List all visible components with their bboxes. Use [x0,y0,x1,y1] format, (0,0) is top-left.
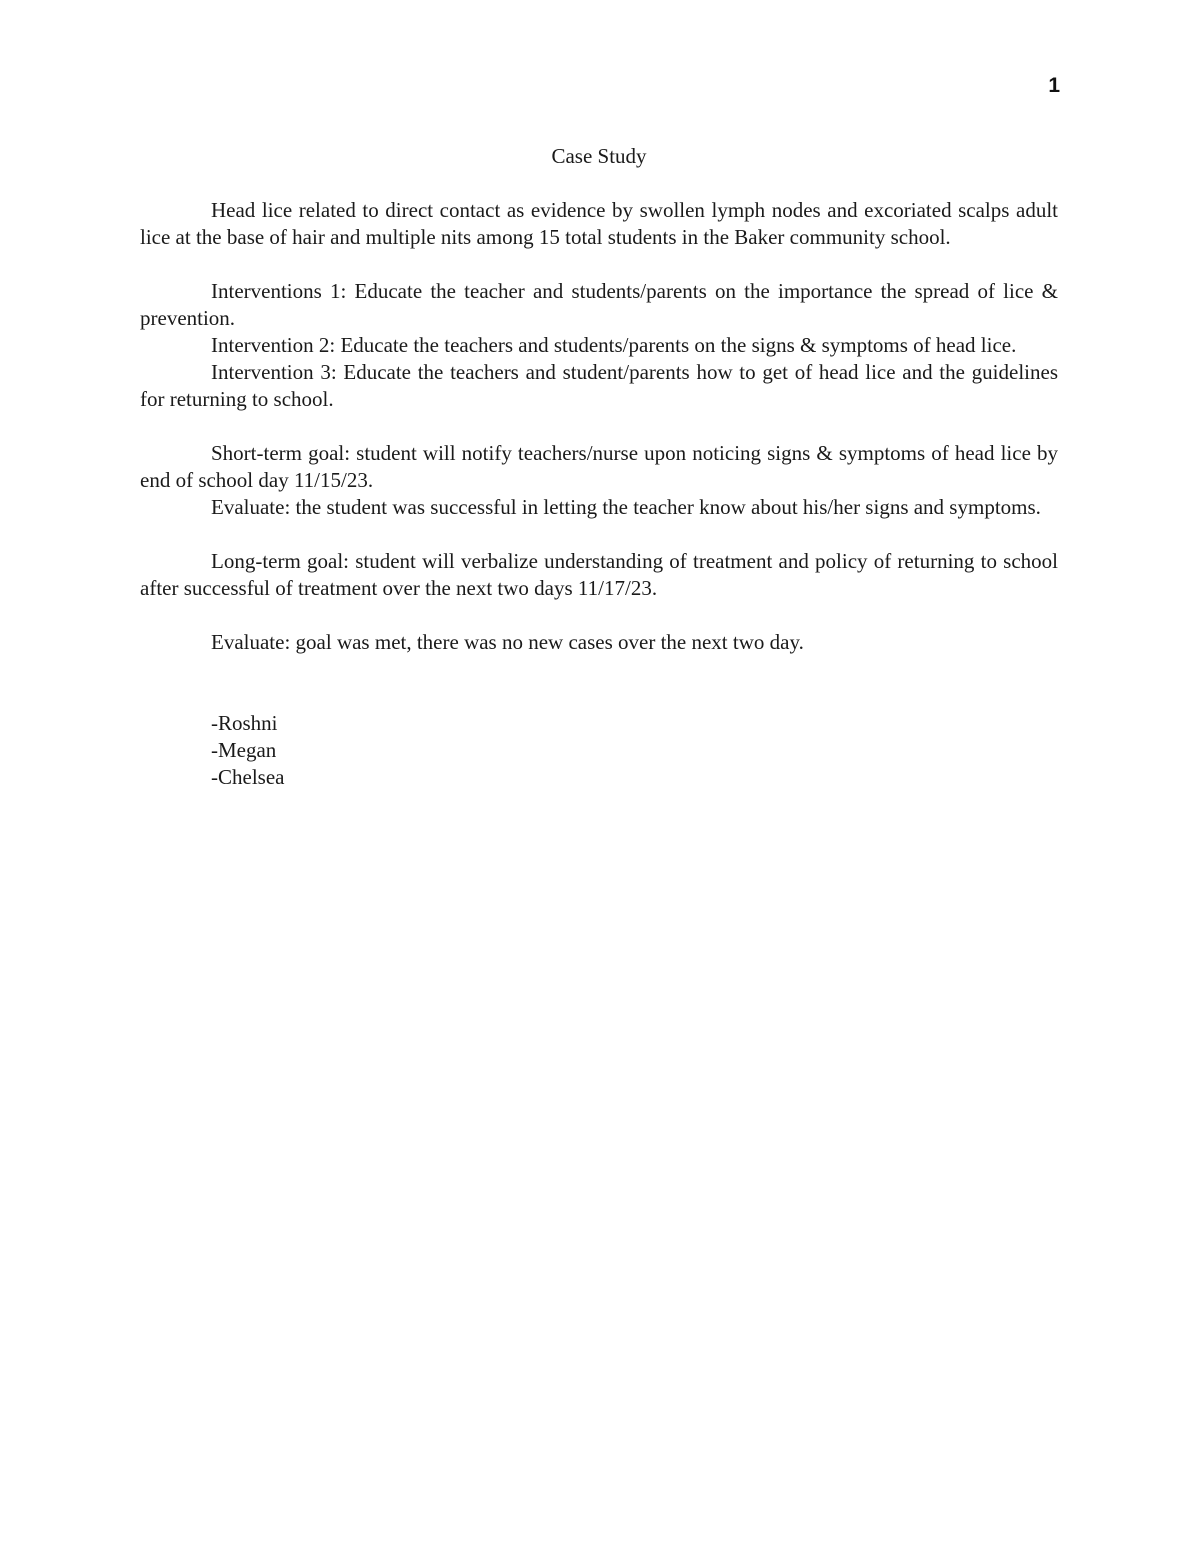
page-number: 1 [1048,74,1060,97]
author-name: -Chelsea [211,765,285,789]
long-term-evaluation: Evaluate: goal was met, there was no new cases over the next two day. [211,630,804,654]
short-term-evaluation: Evaluate: the student was successful in letting the teacher know about his/her signs and symptoms. [211,495,1041,519]
author-name: -Roshni [211,711,278,735]
spacer [140,413,1058,440]
document-title: Case Study [551,144,647,168]
spacer [140,602,1058,629]
intervention-3: Intervention 3: Educate the teachers and student/parents how to get of head lice and the guidelines for returning to school. [140,360,1058,411]
problem-statement: Head lice related to direct contact as evidence by swollen lymph nodes and excoriated scalps adult lice at the base of hair and multiple nits among 15 total students in the Baker community school. [140,198,1058,249]
author-name: -Megan [211,738,277,762]
spacer [140,521,1058,548]
spacer [140,251,1058,278]
short-term-goal: Short-term goal: student will notify teachers/nurse upon noticing signs & symptoms of head lice by end of school day 11/15/23. [140,441,1058,492]
intervention-2: Intervention 2: Educate the teachers and students/parents on the signs & symptoms of head lice. [211,333,1017,357]
intervention-1: Interventions 1: Educate the teacher and students/parents on the importance the spread of lice & prevention. [140,279,1058,330]
document-body [140,143,1058,791]
spacer [140,656,1058,710]
long-term-goal: Long-term goal: student will verbalize understanding of treatment and policy of returning to school after successful of treatment over the next two days 11/17/23. [140,549,1058,600]
